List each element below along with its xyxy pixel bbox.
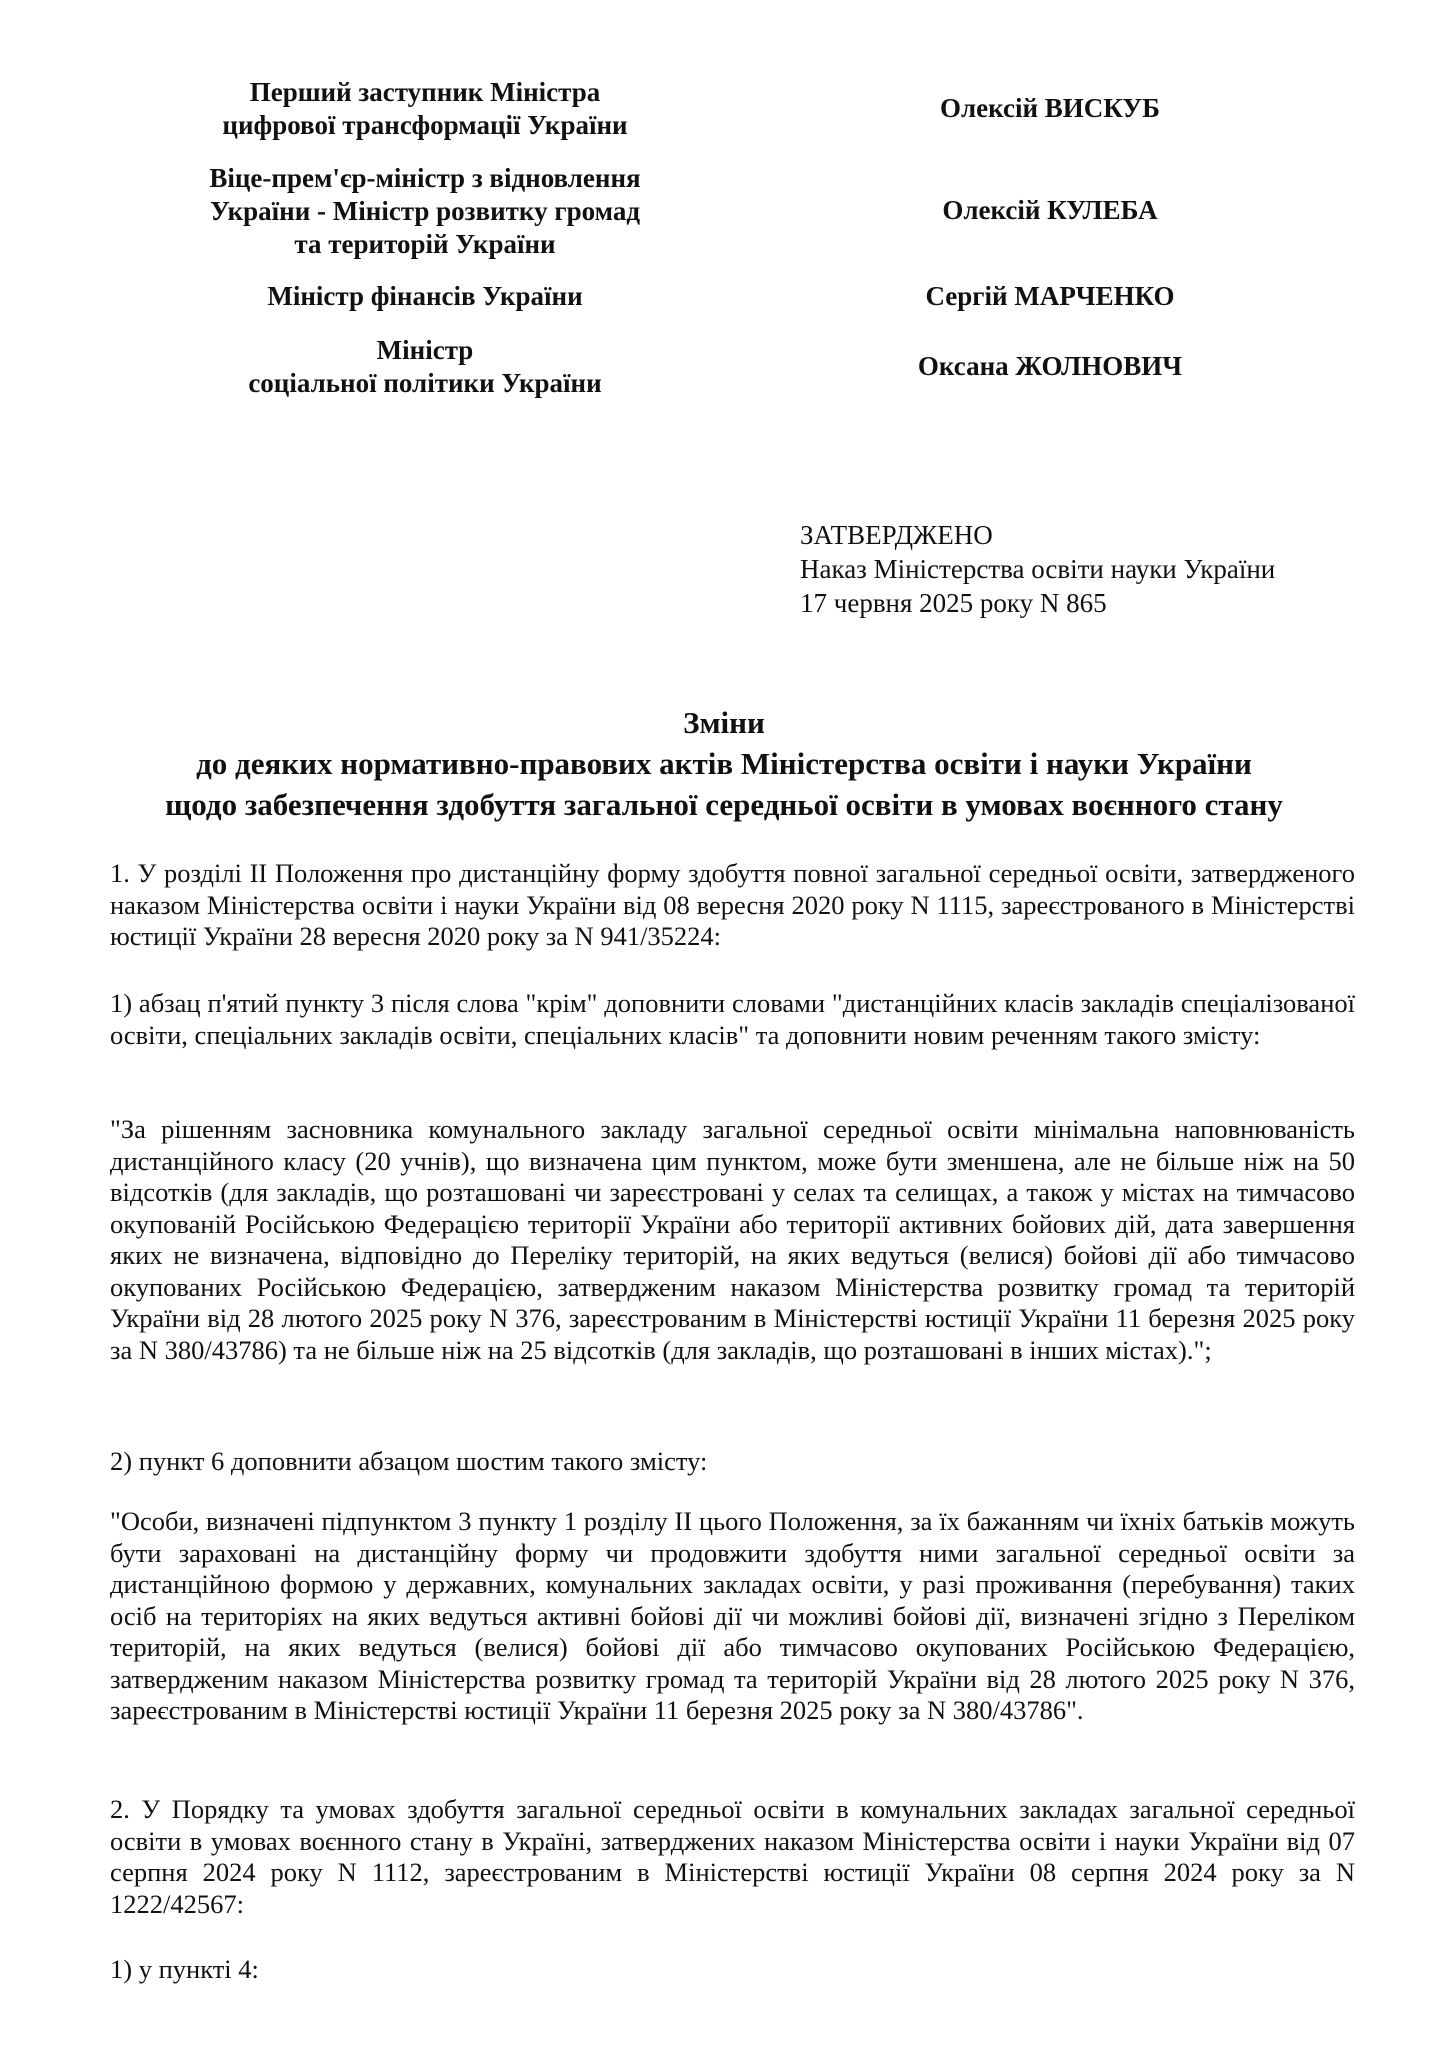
signatory-name: Олексій ВИСКУБ: [939, 93, 1161, 123]
signatory-name: Оксана ЖОЛНОВИЧ: [917, 351, 1183, 381]
approval-label: ЗАТВЕРДЖЕНО: [800, 520, 993, 550]
title-line: щодо забезпечення здобуття загальної середньої освіти в умовах воєнного стану: [165, 787, 1283, 822]
signatory-name: Сергій МАРЧЕНКО: [925, 281, 1175, 311]
signatory-position: Міністр соціальної політики України: [248, 335, 602, 398]
approval-block: [800, 518, 1275, 620]
approval-order: Наказ Міністерства освіти науки України: [800, 554, 1276, 584]
approval-date: 17 червня 2025 року N 865: [800, 588, 1107, 618]
body-paragraph: 1) абзац п'ятий пункту 3 після слова "крім" доповнити словами "дистанційних класів закладів спеціалізованої освіти, спеціальних закладів освіти, спеціальних класів" та доповнити новим реченням такого змісту:: [110, 988, 1355, 1050]
signatory-position: Міністр фінансів України: [267, 281, 583, 311]
signatory-position: Перший заступник Міністра цифрової трансформації України: [222, 77, 628, 140]
body-paragraph: 1. У розділі ІІ Положення про дистанційну форму здобуття повної загальної середньої освіти, затвердженого наказом Міністерства освіти і науки України від 08 вересня 2020 року N 1115, зареєстрованого в Міністерстві юстиції України 28 вересня 2020 року за N 941/35224:: [110, 858, 1355, 951]
body-paragraph: 1) у пункті 4:: [110, 1954, 259, 1984]
body-paragraph: 2) пункт 6 доповнити абзацом шостим такого змісту:: [110, 1446, 708, 1476]
signatory-position: Віце-прем'єр-міністр з відновлення України - Міністр розвитку громад та територій України: [209, 163, 641, 259]
signatory-name: Олексій КУЛЕБА: [942, 195, 1158, 225]
body-paragraph: 2. У Порядку та умовах здобуття загальної середньої освіти в комунальних закладах загальної середньої освіти в умовах воєнного стану в Україні, затверджених наказом Міністерства освіти і науки України від 07 серпня 2024 року N 1112, зареєстрованим в Міністерстві юстиції України 08 серпня 2024 року за N 1222/42567:: [110, 1794, 1355, 1919]
document-title: [80, 702, 1368, 825]
title-line: Зміни: [683, 705, 765, 740]
body-paragraph: "Особи, визначені підпунктом 3 пункту 1 розділу ІІ цього Положення, за їх бажанням чи їхніх батьків можуть бути зараховані на дистанційну форму чи продовжити здобуття ними загальної середньої освіти за дистанційною формою у державних, комунальних закладах освіти, у разі проживання (перебування) таких осіб на територіях на яких ведуться активні бойові дії чи можливі бойові дії, визначені згідно з Переліком територій, на яких ведуться (велися) бойові дії або тимчасово окупованих Російською Федерацією, затвердженим наказом Міністерства розвитку громад та територій України від 28 лютого 2025 року N 376, зареєстрованим в Міністерстві юстиції України 11 березня 2025 року за N 380/43786".: [110, 1506, 1355, 1725]
title-line: до деяких нормативно-правових актів Міністерства освіти і науки України: [196, 746, 1252, 781]
body-paragraph: "За рішенням засновника комунального закладу загальної середньої освіти мінімальна наповнюваність дистанційного класу (20 учнів), що визначена цим пунктом, може бути зменшена, але не більше ніж на 50 відсотків (для закладів, що розташовані чи зареєстровані у селах та селищах, а також у містах на тимчасово окупованій Російською Федерацією території України або території активних бойових дій, дата завершення яких не визначена, відповідно до Переліку територій, на яких ведуться (велися) бойові дії або тимчасово окупованих Російською Федерацією, затвердженим наказом Міністерства розвитку громад та територій України від 28 лютого 2025 року N 376, зареєстрованим в Міністерстві юстиції України 11 березня 2025 року за N 380/43786) та не більше ніж на 25 відсотків (для закладів, що розташовані в інших містах).";: [110, 1114, 1355, 1365]
